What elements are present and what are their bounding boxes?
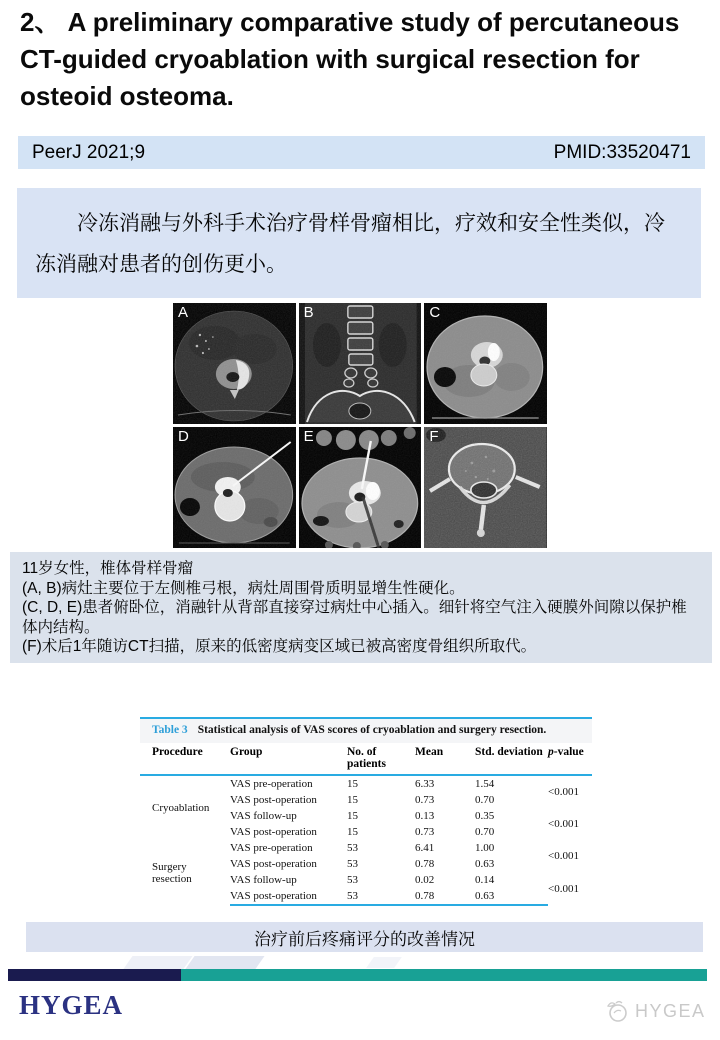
figure-title-bar <box>26 922 703 952</box>
cell-group: VAS post-operation <box>230 826 317 838</box>
table-number-label: Table 3 <box>152 724 188 736</box>
p-rest: -value <box>553 746 584 758</box>
panel-label-e: E <box>303 428 314 445</box>
ct-panel-f <box>424 427 547 548</box>
decorative-streak <box>185 956 264 969</box>
cell-pvalue: <0.001 <box>548 818 579 830</box>
ct-scan-image-d <box>173 427 296 548</box>
cell-std: 0.70 <box>475 826 495 838</box>
caption-line-2: (A, B)病灶主要位于左侧椎弓根，病灶周围骨质明显增生性硬化。 <box>22 579 465 597</box>
cell-pvalue: <0.001 <box>548 850 579 862</box>
cell-n: 53 <box>347 858 358 870</box>
ct-panel-a <box>173 303 296 424</box>
footer-band-teal <box>181 969 707 981</box>
summary-box <box>17 188 701 298</box>
col-mean: Mean <box>415 743 475 775</box>
cell-std: 0.14 <box>475 874 495 886</box>
col-pvalue <box>548 743 592 775</box>
cell-mean: 0.02 <box>415 874 435 886</box>
panel-label-a: A <box>178 304 189 321</box>
cell-group: VAS post-operation <box>230 858 317 870</box>
cell-pvalue: <0.001 <box>548 786 579 798</box>
cell-group: VAS pre-operation <box>230 842 313 854</box>
citation-bar <box>18 136 705 169</box>
panel-label-b: B <box>303 304 314 321</box>
watermark <box>604 998 706 1024</box>
cell-mean: 0.73 <box>415 826 435 838</box>
cell-mean: 6.41 <box>415 842 435 854</box>
cell-std: 0.63 <box>475 858 495 870</box>
cell-n: 15 <box>347 778 358 790</box>
table-title-text: Statistical analysis of VAS scores of cryoablation and surgery resection. <box>197 724 547 736</box>
ct-panel-d <box>173 427 296 548</box>
cell-mean: 6.33 <box>415 778 435 790</box>
cell-mean: 0.78 <box>415 858 435 870</box>
pmid-text: PMID:33520471 <box>553 141 691 163</box>
table-caption <box>140 719 592 743</box>
caption-line-4: (F)术后1年随访CT扫描，原来的低密度病变区域已被高密度骨组织所取代。 <box>22 638 537 655</box>
cell-pvalue: <0.001 <box>548 882 579 895</box>
col-patients: No. of patients <box>347 743 415 775</box>
cell-std: 0.63 <box>475 888 548 905</box>
cell-group: VAS post-operation <box>230 888 347 905</box>
procedure-surgery: Surgery resection <box>152 860 192 885</box>
figure-caption-box <box>10 552 712 663</box>
vas-scores-table <box>140 743 592 906</box>
cell-group: VAS follow-up <box>230 874 297 886</box>
ct-scan-image-a <box>173 303 296 424</box>
table-row <box>140 775 592 792</box>
cell-n: 15 <box>347 826 358 838</box>
p-italic: p <box>548 746 554 758</box>
journal-citation: PeerJ 2021;9 <box>32 141 146 163</box>
ct-scan-image-c <box>424 303 547 424</box>
cell-mean: 0.78 <box>415 888 475 905</box>
table-row <box>140 840 592 856</box>
summary-text: 冷冻消融与外科手术治疗骨样骨瘤相比，疗效和安全性类似，冷冻消融对患者的创伤更小。 <box>35 212 665 276</box>
col-group: Group <box>230 743 347 775</box>
decorative-streak <box>366 957 402 968</box>
procedure-cryoablation: Cryoablation <box>152 802 210 814</box>
ct-panel-b <box>299 303 422 424</box>
ct-panel-c <box>424 303 547 424</box>
ct-scan-image-e <box>299 427 422 548</box>
cell-mean: 0.13 <box>415 810 435 822</box>
footer-band-navy <box>8 969 181 981</box>
table-header-row <box>140 743 592 775</box>
ct-image-grid <box>173 303 547 548</box>
cell-n: 53 <box>347 874 358 886</box>
cell-group: VAS pre-operation <box>230 778 313 790</box>
watermark-logo-icon <box>604 998 630 1024</box>
panel-label-d: D <box>178 428 189 445</box>
watermark-text: HYGEA <box>635 1000 706 1021</box>
caption-line-3: (C, D, E)患者俯卧位，消融针从背部直接穿过病灶中心插入。细针将空气注入硬膜外间隙以保护椎体内结构。 <box>22 599 687 636</box>
cell-group: VAS follow-up <box>230 810 297 822</box>
cell-group: VAS post-operation <box>230 794 317 806</box>
panel-label-f: F <box>429 428 439 445</box>
cell-n: 15 <box>347 810 358 822</box>
ct-panel-e <box>299 427 422 548</box>
ct-scan-image-b <box>299 303 422 424</box>
cell-mean: 0.73 <box>415 794 435 806</box>
col-std: Std. deviation <box>475 743 548 775</box>
cell-std: 0.70 <box>475 794 495 806</box>
caption-line-1: 11岁女性，椎体骨样骨瘤 <box>22 560 194 577</box>
cell-std: 1.54 <box>475 778 495 790</box>
cell-n: 53 <box>347 842 358 854</box>
page-title: 2、 A preliminary comparative study of percutaneous CT-guided cryoablation with surgical resection for osteoid osteoma. <box>20 7 680 111</box>
cell-n: 53 <box>347 888 415 905</box>
statistics-table <box>140 717 592 906</box>
ct-scan-image-f <box>424 427 547 548</box>
panel-label-c: C <box>429 304 441 321</box>
cell-n: 15 <box>347 794 358 806</box>
cell-std: 0.35 <box>475 810 495 822</box>
figure-title-text: 治疗前后疼痛评分的改善情况 <box>254 929 475 949</box>
col-procedure: Procedure <box>140 743 230 775</box>
cell-std: 1.00 <box>475 842 495 854</box>
decorative-streak <box>123 956 192 969</box>
brand-logo-text: HYGEA <box>19 990 124 1020</box>
